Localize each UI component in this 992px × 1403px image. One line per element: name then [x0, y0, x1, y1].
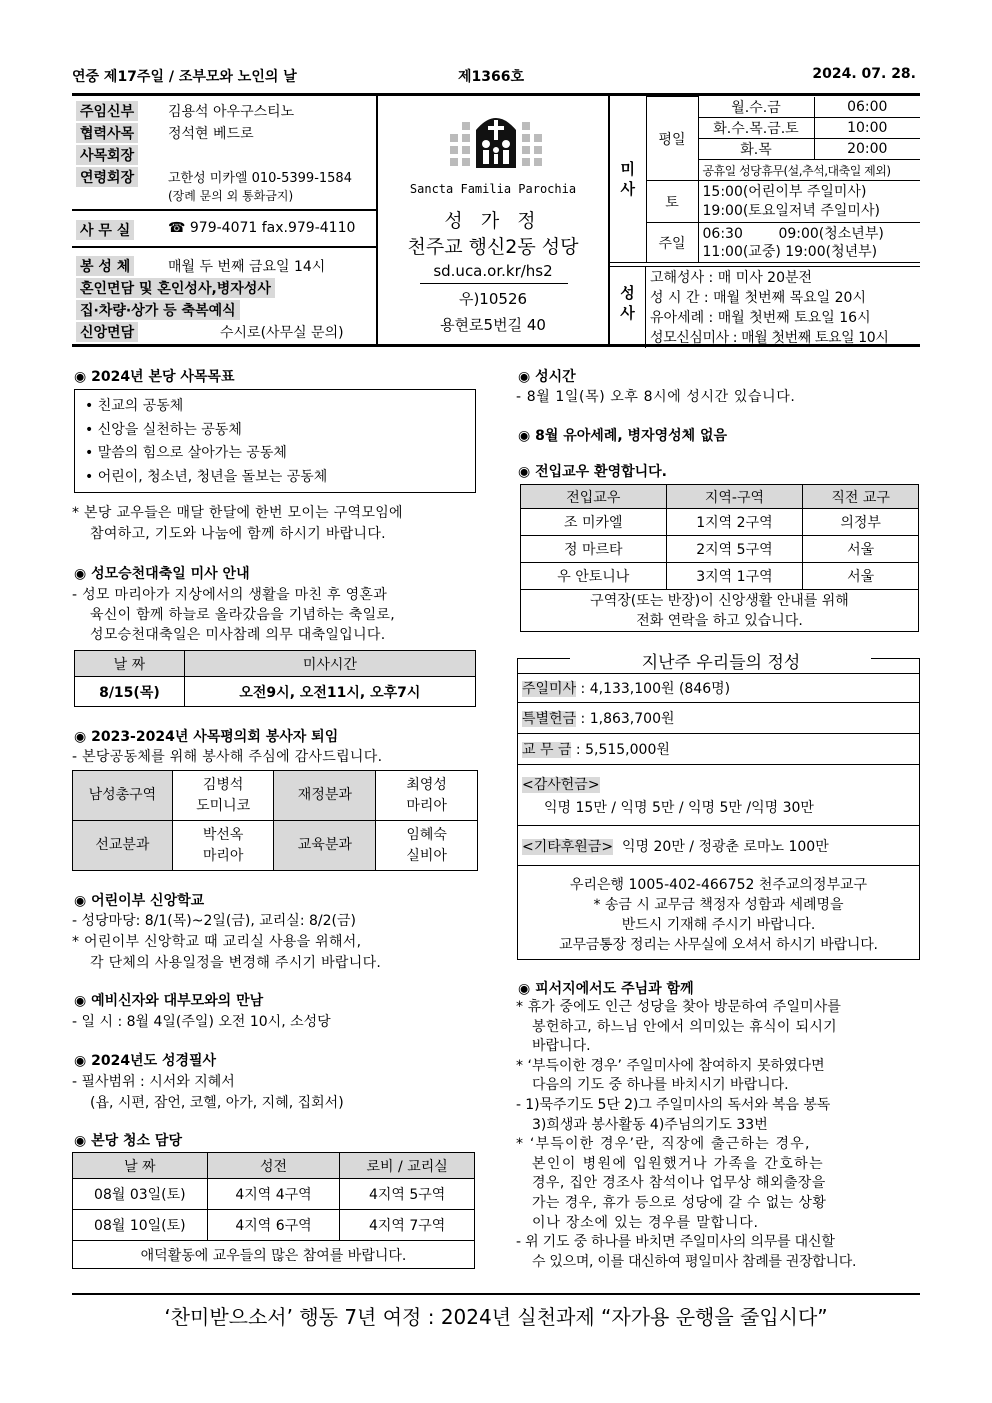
issue-number: 제1366호	[458, 69, 525, 85]
parish-address: 용현로5번길 40	[440, 316, 546, 334]
sunday-masses: 06:30 09:00(청소년부) 11:00(교중) 19:00(청년부)	[698, 223, 920, 263]
offering-box: 지난주 우리들의 정성 주일미사 : 4,133,100원 (846명) 특별헌금 : 1,863,700원 교 무 금 : 5,515,000원 <감사헌금> 익명 15만 / 익명 5만 / 익명 5만 /익명 30만 <기타후원금> 익명 20만 / 정광춘 로마노 100만 우리은행 1005-402-466752 천주교의정부교구 * 송금 시 교무금 책정자 성함과 세례명을 반드시 기재해 주시기 바랍니다. 교무금통장 정리는 사무실에 오셔서 하시기 바랍니다.	[517, 658, 920, 960]
sacraments: 성 사 고해성사 : 매 미사 20분전 성 시 간 : 매월 첫번째 목요일 20시 유아세례 : 매월 첫번째 토요일 16시 성모신심미사 : 매월 첫번째 토요일 10시	[610, 266, 920, 347]
catechumen-title: ◉ 예비신자와 대부모와의 만남	[74, 993, 264, 1009]
parish-info	[378, 96, 610, 344]
saturday-masses: 15:00(어린이부 주일미사) 19:00(토요일저녁 주일미사)	[698, 181, 920, 223]
assumption-mass-table: 날 짜 미사시간 8/15(목) 오전9시, 오전11시, 오후7시	[74, 650, 476, 707]
offering-title: 지난주 우리들의 정성	[641, 653, 801, 673]
assumption-title: ◉ 성모승천대축일 미사 안내	[74, 566, 250, 582]
parish-logo-icon	[446, 106, 546, 186]
parish-url[interactable]: sd.uca.or.kr/hs2	[433, 262, 553, 280]
goals-note: 참여하고, 기도와 나눔에 함께 하시기 바랍니다.	[90, 526, 386, 542]
vacation-title: ◉ 피서지에서도 주님과 함께	[518, 981, 694, 997]
parish-latin-name: Sancta Familia Parochia	[409, 182, 577, 196]
vacation-text: * 휴가 중에도 인근 성당을 찾아 방문하여 주일미사를 봉헌하고, 하느님 안에서 의미있는 휴식이 되시기 바랍니다. * ‘부득이한 경우’ 주일미사에 참여하지 못하였다면 다음의 기도 중 하나를 바치시기 바랍니다. - 1)묵주기도 5단 2)그 주일미사의 독서와 복음 봉독 3)희생과 봉사활동 4)주님의기도 33번 * ‘부득이한 경우’란, 직장에 출근하는 경우, 본인이 병원에 입원했거나 가족을 간호하는 경우, 집안 경조사 참석이나 업무상 해외출장을 가는 경우, 휴가 등으로 성당에 갈 수 없는 상황 이나 장소에 있는 경우를 말합니다. - 위 기도 중 하나를 바치면 주일미사의 의무를 대신할 수 있으며, 이를 대신하여 평일미사 참례를 권장합니다.	[516, 999, 857, 1270]
goals-title: ◉ 2024년 본당 사목목표	[74, 369, 235, 385]
saturday-label: 토	[646, 181, 698, 223]
parish-full-name: 천주교 행신2동 성당	[407, 236, 579, 258]
goals-note: * 본당 교우들은 매달 한달에 한번 모이는 구역모임에	[72, 505, 403, 521]
baptism-title: ◉ 8월 유아세례, 병자영성체 없음	[518, 428, 728, 444]
mass-schedule	[610, 96, 920, 344]
parish-name: 성 가 정	[444, 210, 542, 232]
children-title: ◉ 어린이부 신앙학교	[74, 893, 205, 909]
parish-header	[72, 93, 920, 347]
bulletin-topline	[72, 66, 920, 86]
footer-slogan: ‘찬미받으소서’ 행동 7년 여정 : 2024년 실천과제 “자가용 운행을 줄입시다”	[164, 1305, 828, 1329]
mass-label: 미 사	[610, 97, 646, 263]
holiday-note: 공휴일 성당휴무(설,추석,대축일 제외)	[698, 160, 920, 181]
postal-code: 우)10526	[458, 290, 528, 308]
sunday-label: 주일	[646, 223, 698, 263]
staff-panel: 주임신부 김용석 아우구스티노 협력사목 정석현 베드로 사목회장 연령회장 고한성 미카엘 010-5399-1584 (장례 문의 외 통화금지) 사 무 실 ☎ 979-4071 fax.979-4110 봉 성 체 매월 두 번째 금요일 14시 혼인면담 및 혼인성사,병자성사 집·차량·상가 등 축복예식 신앙면담 수시로(사무실 문의)	[72, 96, 378, 344]
council-table: 남성총구역 김병석 도미니코 재정분과 최영성 마리아 선교분과 박선옥 마리아 교육분과 임혜숙 실비아	[72, 770, 478, 871]
bible-title: ◉ 2024년도 성경필사	[74, 1053, 217, 1069]
newcomers-table: 전입교우 지역-구역 직전 교구 조 미카엘 1지역 2구역 의정부 정 마르타 2지역 5구역 서울 우 안토니나 3지역 1구역 서울 구역장(또는 반장)이 신앙생활 안내를 위해 전화 연락을 하고 있습니다.	[520, 484, 919, 632]
issue-date: 2024. 07. 28.	[812, 66, 916, 82]
council-title: ◉ 2023-2024년 사목평의회 봉사자 퇴임	[74, 729, 339, 745]
goals-box: • 친교의 공동체 • 신앙을 실천하는 공동체 • 말씀의 힘으로 살아가는 공동체 • 어린이, 청소년, 청년을 돌보는 공동체	[74, 389, 476, 493]
cleaning-title: ◉ 본당 청소 담당	[74, 1133, 182, 1149]
cleaning-table: 날 짜 성전 로비 / 교리실 08월 03일(토) 4지역 4구역 4지역 5구역 08월 10일(토) 4지역 6구역 4지역 7구역 애덕활동에 교우들의 많은 참여를 바랍니다.	[72, 1152, 475, 1269]
liturgical-day: 연중 제17주일 / 조부모와 노인의 날	[72, 69, 297, 85]
staff-note: (장례 문의 외 통화금지)	[168, 189, 294, 203]
mass-table: 미 사 평일 월.수.금 06:00 화.수.목.금.토 10:00 화.목 20:00 공휴일 성당휴무(설,추석,대축일 제외) 토 15:00(어린이부 주일미사) 19:00(토요일저녁 주일미사) 주일 06:30 09:00(청소년부) 11:00(교중) 19:00(청년부)	[610, 96, 920, 263]
weekday-label: 평일	[646, 97, 698, 181]
holyhour-title: ◉ 성시간	[518, 369, 576, 385]
sacraments-label: 성 사	[610, 267, 646, 348]
newcomers-title: ◉ 전입교우 환영합니다.	[518, 464, 667, 480]
